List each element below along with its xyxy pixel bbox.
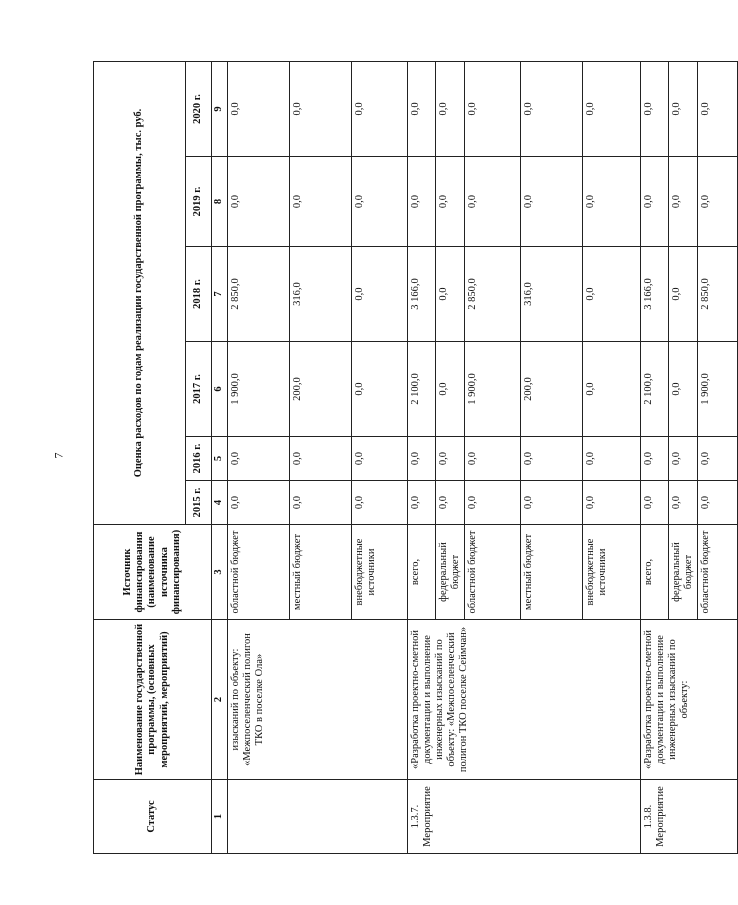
header-estimate: Оценка расходов по годам реализации государственной программы, тыс. руб.	[94, 61, 186, 524]
expenses-table	[93, 61, 738, 854]
value-cell: 0,0	[408, 157, 436, 247]
value-cell: 0,0	[408, 437, 436, 481]
value-cell: 0,0	[290, 437, 352, 481]
value-cell: 200,0	[521, 342, 583, 437]
header-name: Наименование государственной программы, (основных мероприятий, мероприятий)	[94, 620, 212, 780]
value-cell: 0,0	[521, 481, 583, 525]
value-cell: 0,0	[465, 437, 521, 481]
value-cell: 316,0	[290, 247, 352, 342]
page-number: 7	[51, 452, 66, 459]
header-source: Источник финансирования (наименование источника финансирования)	[94, 525, 212, 620]
table-row	[408, 61, 436, 853]
value-cell: 0,0	[641, 437, 669, 481]
status-cell	[228, 780, 408, 854]
value-cell: 2 850,0	[465, 247, 521, 342]
value-cell: 0,0	[465, 61, 521, 156]
value-cell: 0,0	[408, 61, 436, 156]
value-cell: 0,0	[352, 437, 408, 481]
value-cell: 0,0	[669, 157, 698, 247]
value-cell: 0,0	[641, 61, 669, 156]
header-row	[94, 61, 186, 853]
value-cell: 0,0	[521, 157, 583, 247]
value-cell: 0,0	[669, 437, 698, 481]
name-cell: «Разработка проектно-сметной документации и выполнение инженерных изысканий по объекту: «Межпоселенческий полигон ТКО поселке Сеймчан»	[408, 620, 641, 780]
source-cell: местный бюджет	[290, 525, 352, 620]
value-cell: 2 850,0	[228, 247, 290, 342]
source-cell: внебюджетные источники	[583, 525, 641, 620]
col-num: 6	[212, 342, 228, 437]
source-cell: местный бюджет	[521, 525, 583, 620]
rotated-table-container	[93, 62, 712, 854]
value-cell: 0,0	[352, 481, 408, 525]
status-cell: 1.3.8. Мероприятие	[641, 780, 738, 854]
column-numbers-row	[212, 61, 228, 853]
value-cell: 200,0	[290, 342, 352, 437]
value-cell: 0,0	[698, 61, 738, 156]
value-cell: 0,0	[698, 157, 738, 247]
value-cell: 0,0	[465, 157, 521, 247]
table-row	[228, 61, 290, 853]
header-status: Статус	[94, 780, 212, 854]
col-num: 1	[212, 780, 228, 854]
value-cell: 0,0	[436, 437, 465, 481]
col-num: 8	[212, 157, 228, 247]
source-cell: всего,	[408, 525, 436, 620]
value-cell: 2 100,0	[408, 342, 436, 437]
value-cell: 0,0	[352, 247, 408, 342]
year-2018: 2018 г.	[186, 247, 212, 342]
col-num: 4	[212, 481, 228, 525]
value-cell: 3 166,0	[641, 247, 669, 342]
year-2016: 2016 г.	[186, 437, 212, 481]
value-cell: 3 166,0	[408, 247, 436, 342]
value-cell: 0,0	[436, 342, 465, 437]
value-cell: 0,0	[669, 247, 698, 342]
value-cell: 0,0	[290, 61, 352, 156]
value-cell: 0,0	[583, 61, 641, 156]
source-cell: всего,	[641, 525, 669, 620]
value-cell: 1 900,0	[228, 342, 290, 437]
source-cell: внебюджетные источники	[352, 525, 408, 620]
value-cell: 0,0	[669, 61, 698, 156]
value-cell: 0,0	[408, 481, 436, 525]
col-num: 3	[212, 525, 228, 620]
value-cell: 0,0	[465, 481, 521, 525]
value-cell: 0,0	[290, 157, 352, 247]
value-cell: 0,0	[228, 437, 290, 481]
name-cell: «Разработка проектно-сметной документации и выполнение инженерных изысканий по объекту:	[641, 620, 738, 780]
value-cell: 2 100,0	[641, 342, 669, 437]
value-cell: 0,0	[698, 437, 738, 481]
table-row	[641, 61, 669, 853]
value-cell: 0,0	[583, 342, 641, 437]
value-cell: 0,0	[228, 157, 290, 247]
table-body	[228, 61, 738, 853]
value-cell: 0,0	[436, 61, 465, 156]
value-cell: 316,0	[521, 247, 583, 342]
value-cell: 1 900,0	[465, 342, 521, 437]
value-cell: 0,0	[436, 157, 465, 247]
value-cell: 0,0	[352, 61, 408, 156]
value-cell: 0,0	[583, 157, 641, 247]
value-cell: 0,0	[228, 481, 290, 525]
value-cell: 0,0	[352, 342, 408, 437]
value-cell: 0,0	[436, 481, 465, 525]
col-num: 5	[212, 437, 228, 481]
status-cell: 1.3.7. Мероприятие	[408, 780, 641, 854]
value-cell: 0,0	[583, 247, 641, 342]
value-cell: 0,0	[352, 157, 408, 247]
value-cell: 0,0	[521, 437, 583, 481]
value-cell: 0,0	[583, 481, 641, 525]
year-2019: 2019 г.	[186, 157, 212, 247]
source-cell: областной бюджет	[465, 525, 521, 620]
value-cell: 0,0	[521, 61, 583, 156]
value-cell: 0,0	[290, 481, 352, 525]
year-2020: 2020 г.	[186, 61, 212, 156]
col-num: 7	[212, 247, 228, 342]
value-cell: 0,0	[228, 61, 290, 156]
source-cell: областной бюджет	[698, 525, 738, 620]
name-cell: изысканий по объекту: «Межпоселенческий полигон ТКО в поселке Ола»	[228, 620, 408, 780]
year-2017: 2017 г.	[186, 342, 212, 437]
value-cell: 2 850,0	[698, 247, 738, 342]
value-cell: 0,0	[669, 342, 698, 437]
year-2015: 2015 г.	[186, 481, 212, 525]
value-cell: 0,0	[583, 437, 641, 481]
value-cell: 0,0	[669, 481, 698, 525]
source-cell: областной бюджет	[228, 525, 290, 620]
value-cell: 0,0	[436, 247, 465, 342]
value-cell: 1 900,0	[698, 342, 738, 437]
value-cell: 0,0	[641, 481, 669, 525]
value-cell: 0,0	[641, 157, 669, 247]
source-cell: федеральный бюджет	[669, 525, 698, 620]
value-cell: 0,0	[698, 481, 738, 525]
col-num: 2	[212, 620, 228, 780]
col-num: 9	[212, 61, 228, 156]
source-cell: федеральный бюджет	[436, 525, 465, 620]
